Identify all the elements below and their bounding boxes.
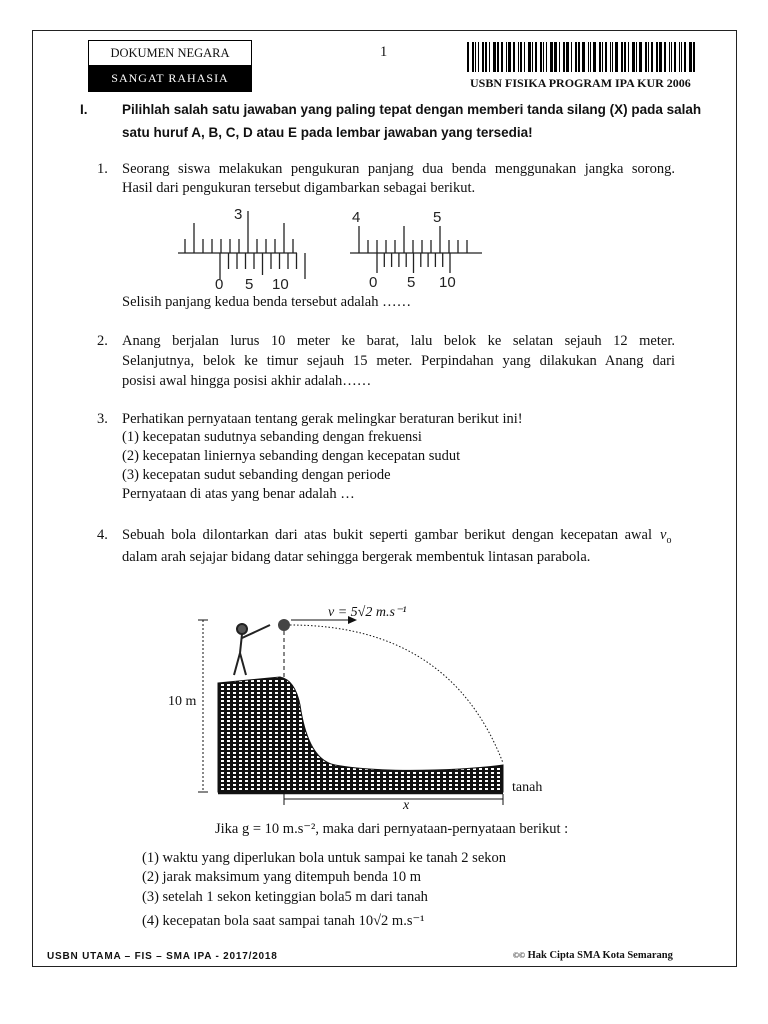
left-vernier-0: 0 bbox=[215, 276, 224, 293]
barcode-bar bbox=[554, 42, 557, 72]
barcode-bar bbox=[671, 42, 672, 72]
barcode-bar bbox=[467, 42, 469, 72]
q4-statement-4: (4) kecepatan bola saat sampai tanah 10√2 m.s⁻¹ bbox=[142, 913, 425, 929]
barcode-bar bbox=[624, 42, 626, 72]
q3-line2: (1) kecepatan sudutnya sebanding dengan frekuensi bbox=[122, 429, 422, 445]
barcode-bar bbox=[543, 42, 544, 72]
barcode-bar bbox=[632, 42, 635, 72]
q4-statement-3: (3) setelah 1 sekon ketinggian bola5 m dari tanah bbox=[142, 889, 428, 905]
q3-line1: Perhatikan pernyataan tentang gerak melingkar beraturan berikut ini! bbox=[122, 411, 523, 427]
barcode-bar bbox=[501, 42, 503, 72]
exam-code: USBN FISIKA PROGRAM IPA KUR 2006 bbox=[470, 76, 691, 90]
page-number: 1 bbox=[380, 44, 388, 60]
barcode-bar bbox=[582, 42, 585, 72]
barcode-bar bbox=[493, 42, 496, 72]
classification: SANGAT RAHASIA bbox=[89, 65, 251, 91]
vernier-right bbox=[350, 226, 482, 273]
left-main-label: 3 bbox=[234, 206, 243, 223]
q2-line1: Anang berjalan lurus 10 meter ke barat, lalu belok ke selatan sejauh 12 meter. bbox=[122, 333, 675, 349]
barcode-bar bbox=[575, 42, 577, 72]
left-vernier-5: 5 bbox=[245, 276, 254, 293]
q1-question: Selisih panjang kedua benda tersebut adalah …… bbox=[122, 294, 412, 310]
barcode-bar bbox=[513, 42, 515, 72]
barcode-bar bbox=[485, 42, 487, 72]
document-classification-box bbox=[88, 40, 252, 92]
barcode-bar bbox=[648, 42, 649, 72]
barcode-bar bbox=[679, 42, 680, 72]
q3-line5: Pernyataan di atas yang benar adalah … bbox=[122, 486, 355, 502]
barcode-bar bbox=[566, 42, 569, 72]
right-vernier-5: 5 bbox=[407, 274, 416, 291]
barcode-bar bbox=[639, 42, 642, 72]
q1-line1: Seorang siswa melakukan pengukuran panjang dua benda menggunakan jangka sorong. bbox=[122, 161, 675, 177]
barcode-bar bbox=[559, 42, 560, 72]
q3-line3: (2) kecepatan liniernya sebanding dengan kecepatan sudut bbox=[122, 448, 461, 464]
barcode-bar bbox=[602, 42, 603, 72]
trajectory bbox=[290, 625, 503, 763]
barcode-bar bbox=[497, 42, 499, 72]
q2-line3: posisi awal hingga posisi akhir adalah…… bbox=[122, 373, 372, 389]
ground-label: tanah bbox=[512, 780, 543, 795]
barcode-bar bbox=[532, 42, 533, 72]
barcode-bar bbox=[524, 42, 525, 72]
left-vernier-10: 10 bbox=[272, 276, 289, 293]
distance-label: x bbox=[403, 798, 410, 813]
instruction-line2: satu huruf A, B, C, D atau E pada lembar jawaban yang tersedia! bbox=[122, 125, 533, 140]
barcode bbox=[467, 42, 697, 72]
barcode-bar bbox=[651, 42, 653, 72]
copyright-icon: ©© bbox=[513, 951, 525, 960]
barcode-bar bbox=[578, 42, 580, 72]
barcode-bar bbox=[518, 42, 519, 72]
barcode-bar bbox=[621, 42, 623, 72]
q4-line2: dalam arah sejajar bidang datar sehingga bergerak membentuk lintasan parabola. bbox=[122, 549, 591, 565]
velocity-label: v = 5√2 m.s⁻¹ bbox=[328, 605, 407, 620]
barcode-bar bbox=[628, 42, 629, 72]
barcode-bar bbox=[508, 42, 511, 72]
q2-number: 2. bbox=[97, 333, 108, 349]
barcode-bar bbox=[489, 42, 490, 72]
barcode-bar bbox=[636, 42, 637, 72]
barcode-bar bbox=[664, 42, 666, 72]
barcode-bar bbox=[550, 42, 553, 72]
q4-condition: Jika g = 10 m.s⁻², maka dari pernyataan-pernyataan berikut : bbox=[215, 821, 569, 837]
barcode-bar bbox=[475, 42, 476, 72]
right-vernier-10: 10 bbox=[439, 274, 456, 291]
hill bbox=[218, 677, 503, 792]
barcode-bar bbox=[610, 42, 611, 72]
barcode-bar bbox=[520, 42, 522, 72]
vernier-caliper-figures bbox=[170, 200, 490, 295]
barcode-bar bbox=[693, 42, 695, 72]
barcode-bar bbox=[681, 42, 682, 72]
footer-left: USBN UTAMA – FIS – SMA IPA - 2017/2018 bbox=[47, 951, 278, 962]
q4-statement-2: (2) jarak maksimum yang ditempuh benda 10 m bbox=[142, 869, 422, 885]
barcode-bar bbox=[684, 42, 686, 72]
barcode-bar bbox=[674, 42, 676, 72]
instruction-line1: Pilihlah salah satu jawaban yang paling tepat dengan memberi tanda silang (X) pada salah bbox=[122, 102, 702, 117]
barcode-bar bbox=[563, 42, 565, 72]
person-icon bbox=[234, 624, 270, 675]
q3-line4: (3) kecepatan sudut sebanding dengan periode bbox=[122, 467, 391, 483]
barcode-bar bbox=[540, 42, 542, 72]
barcode-bar bbox=[478, 42, 479, 72]
right-main-label-5: 5 bbox=[433, 209, 442, 226]
ball-icon bbox=[278, 619, 290, 631]
barcode-bar bbox=[472, 42, 474, 72]
barcode-bar bbox=[590, 42, 591, 72]
barcode-bar bbox=[593, 42, 596, 72]
barcode-bar bbox=[615, 42, 618, 72]
q2-line2: Selanjutnya, belok ke timur sejauh 15 meter. Perpindahan yang dilakukan Anang dari bbox=[122, 353, 675, 369]
barcode-bar bbox=[535, 42, 537, 72]
barcode-bar bbox=[528, 42, 531, 72]
barcode-bar bbox=[599, 42, 601, 72]
barcode-bar bbox=[659, 42, 662, 72]
doc-type: DOKUMEN NEGARA bbox=[110, 46, 230, 60]
q1-number: 1. bbox=[97, 161, 108, 177]
barcode-bar bbox=[588, 42, 589, 72]
barcode-bar bbox=[482, 42, 484, 72]
barcode-bar bbox=[546, 42, 547, 72]
q4-line1: Sebuah bola dilontarkan dari atas bukit seperti gambar berikut dengan kecepatan awal bbox=[122, 527, 652, 543]
q4-statement-1: (1) waktu yang diperlukan bola untuk sampai ke tanah 2 sekon bbox=[142, 850, 507, 866]
barcode-bar bbox=[605, 42, 607, 72]
barcode-bar bbox=[669, 42, 670, 72]
instruction-number: I. bbox=[80, 102, 88, 117]
q3-number: 3. bbox=[97, 411, 108, 427]
v0-symbol: $v_o$ bbox=[660, 527, 672, 546]
barcode-bar bbox=[571, 42, 572, 72]
height-label: 10 m bbox=[168, 694, 197, 709]
projectile-figure bbox=[160, 595, 560, 820]
barcode-bar bbox=[689, 42, 692, 72]
q1-line2: Hasil dari pengukuran tersebut digambarkan sebagai berikut. bbox=[122, 180, 476, 196]
barcode-bar bbox=[506, 42, 507, 72]
barcode-bar bbox=[612, 42, 613, 72]
right-main-label-4: 4 bbox=[352, 209, 361, 226]
barcode-bar bbox=[645, 42, 647, 72]
right-vernier-0: 0 bbox=[369, 274, 378, 291]
footer-right: ©© Hak Cipta SMA Kota Semarang bbox=[513, 950, 673, 961]
barcode-bar bbox=[656, 42, 658, 72]
q4-number: 4. bbox=[97, 527, 108, 543]
